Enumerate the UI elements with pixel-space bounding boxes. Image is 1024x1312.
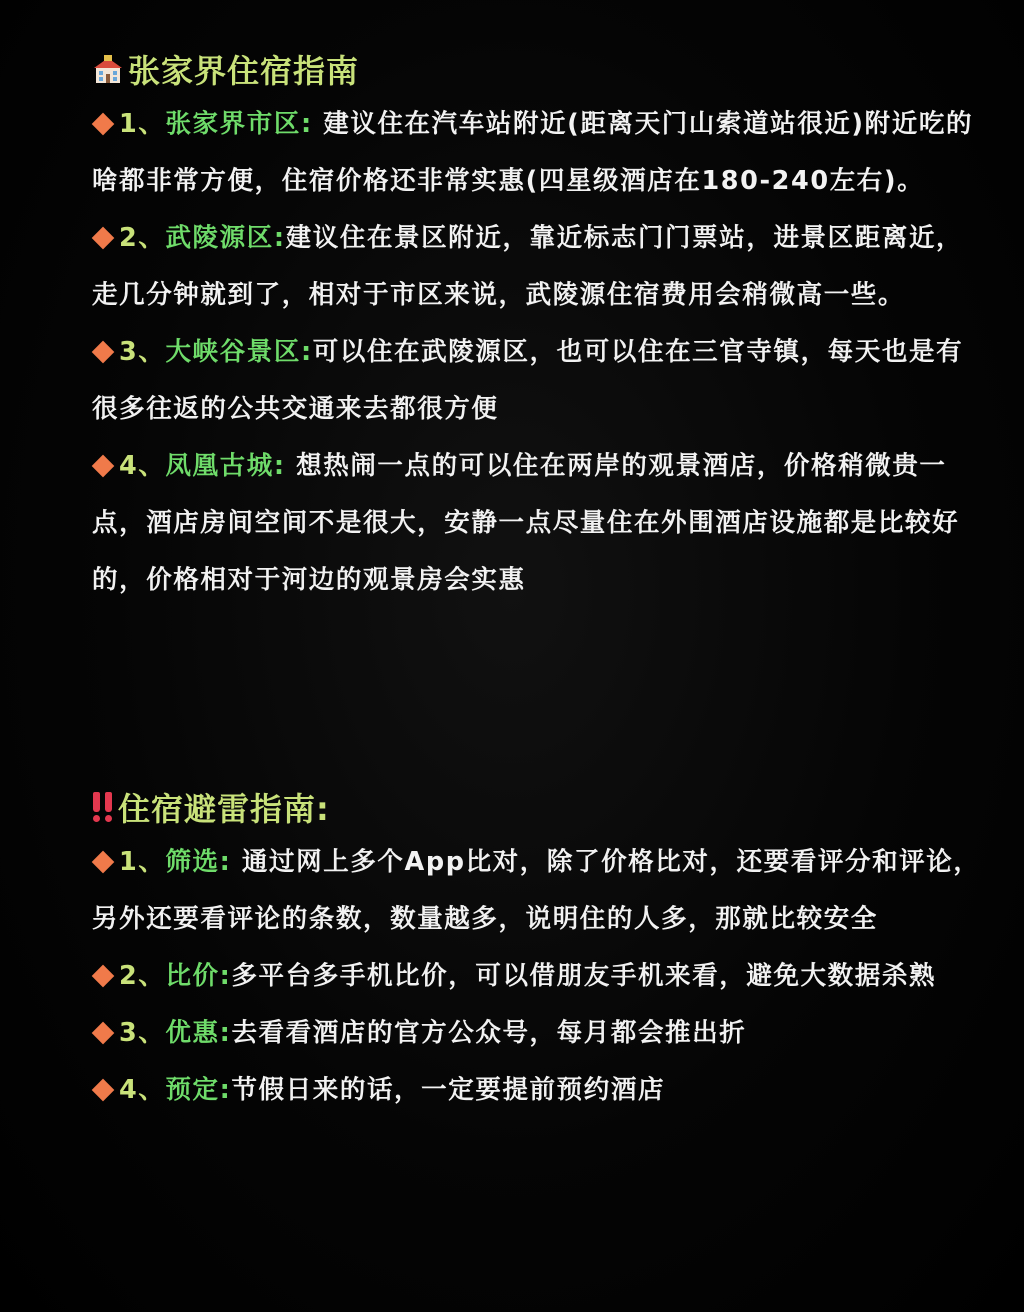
item-label: 比价: bbox=[165, 961, 232, 991]
item-number: 1、 bbox=[119, 109, 166, 139]
item-text: 建议住在汽车站附近(距离天门山索道站很近)附近吃的啥都非常方便，住宿价格还非常实惠(四星级酒店在180-240左右)。 bbox=[92, 109, 974, 196]
item-number: 4、 bbox=[119, 1075, 166, 1105]
avoid-pitfalls-heading bbox=[92, 784, 982, 830]
diamond-bullet-icon bbox=[92, 850, 115, 873]
item-label: 武陵源区: bbox=[165, 223, 286, 253]
lodging-item-2 bbox=[92, 210, 982, 324]
tip-item-4 bbox=[92, 1062, 982, 1119]
item-label: 筛选: bbox=[165, 847, 232, 877]
item-label: 凤凰古城: bbox=[165, 451, 286, 481]
item-text: 节假日来的话，一定要提前预约酒店 bbox=[231, 1075, 666, 1105]
lodging-item-1 bbox=[92, 96, 982, 210]
item-text: 建议住在景区附近，靠近标志门门票站，进景区距离近，走几分钟就到了，相对于市区来说，武陵源住宿费用会稍微高一些。 bbox=[92, 223, 964, 310]
item-text: 可以住在武陵源区，也可以住在三官寺镇，每天也是有很多往返的公共交通来去都很方便 bbox=[92, 337, 964, 424]
tip-item-1 bbox=[92, 834, 982, 948]
item-label: 张家界市区: bbox=[165, 109, 313, 139]
item-text: 多平台多手机比价，可以借朋友手机来看，避免大数据杀熟 bbox=[231, 961, 937, 991]
diamond-bullet-icon bbox=[92, 1078, 115, 1101]
diamond-bullet-icon bbox=[92, 112, 115, 135]
lodging-guide-section bbox=[92, 46, 982, 609]
diamond-bullet-icon bbox=[92, 964, 115, 987]
lodging-item-4 bbox=[92, 438, 982, 609]
item-number: 2、 bbox=[119, 223, 166, 253]
item-number: 3、 bbox=[119, 337, 166, 367]
lodging-guide-title: 张家界住宿指南 bbox=[128, 52, 360, 90]
tip-item-3 bbox=[92, 1005, 982, 1062]
tip-item-2 bbox=[92, 948, 982, 1005]
diamond-bullet-icon bbox=[92, 454, 115, 477]
item-number: 4、 bbox=[119, 451, 166, 481]
item-text: 去看看酒店的官方公众号，每月都会推出折 bbox=[231, 1018, 747, 1048]
item-number: 1、 bbox=[119, 847, 166, 877]
item-text: 通过网上多个App比对，除了价格比对，还要看评分和评论，另外还要看评论的条数，数量越多，说明住的人多，那就比较安全 bbox=[92, 847, 981, 934]
avoid-pitfalls-section bbox=[92, 784, 982, 1119]
lodging-item-3 bbox=[92, 324, 982, 438]
item-label: 大峡谷景区: bbox=[165, 337, 313, 367]
item-number: 3、 bbox=[119, 1018, 166, 1048]
lodging-guide-heading bbox=[92, 46, 982, 92]
diamond-bullet-icon bbox=[92, 1021, 115, 1044]
item-text: 想热闹一点的可以住在两岸的观景酒店，价格稍微贵一点，酒店房间空间不是很大，安静一点尽量住在外围酒店设施都是比较好的，价格相对于河边的观景房会实惠 bbox=[92, 451, 960, 595]
diamond-bullet-icon bbox=[92, 226, 115, 249]
diamond-bullet-icon bbox=[92, 340, 115, 363]
hotel-icon bbox=[92, 53, 124, 85]
double-exclamation-icon bbox=[92, 792, 116, 822]
item-number: 2、 bbox=[119, 961, 166, 991]
avoid-pitfalls-title: 住宿避雷指南: bbox=[118, 790, 330, 828]
item-label: 优惠: bbox=[165, 1018, 232, 1048]
item-label: 预定: bbox=[165, 1075, 232, 1105]
